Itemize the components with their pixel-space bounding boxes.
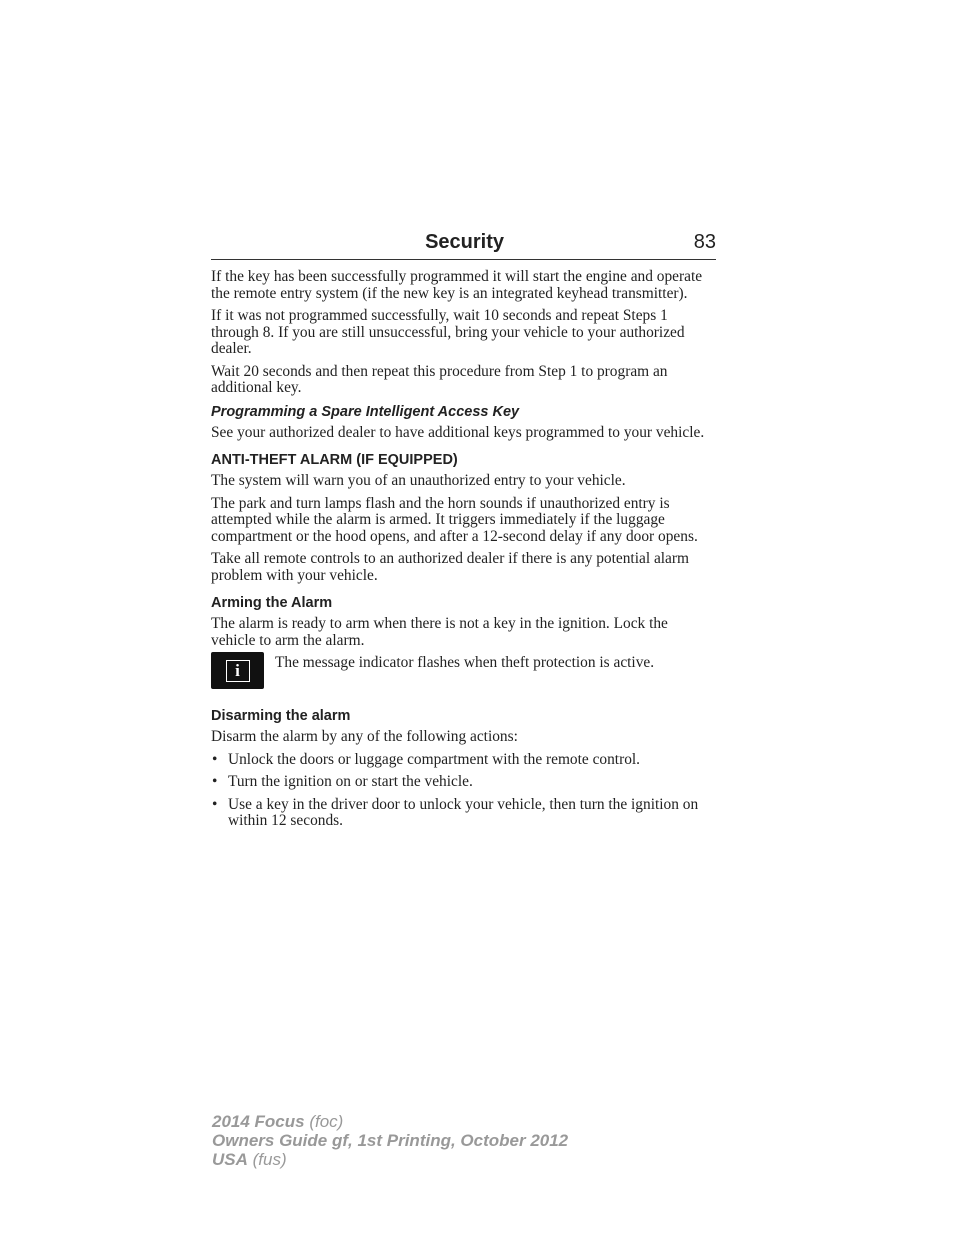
page-number: 83	[693, 231, 716, 253]
paragraph-disarming: Disarm the alarm by any of the following actions:	[211, 728, 518, 745]
heading-anti-theft-alarm: ANTI-THEFT ALARM (IF EQUIPPED)	[211, 452, 458, 468]
list-item: • Use a key in the driver door to unlock your vehicle, then turn the ignition on within 12 seconds.	[211, 797, 716, 830]
page-footer	[212, 1112, 568, 1169]
paragraph-spare-key: See your authorized dealer to have additional keys programmed to your vehicle.	[211, 423, 705, 441]
footer-region-code: (fus)	[247, 1150, 287, 1169]
info-note	[211, 655, 716, 689]
section-title: Security	[425, 231, 504, 253]
paragraph-alarm-warn: The system will warn you of an unauthorized entry to your vehicle.	[211, 472, 626, 489]
list-item: • Turn the ignition on or start the vehicle.	[211, 774, 716, 791]
info-icon-glyph: i	[226, 660, 250, 682]
paragraph-wait: Wait 20 seconds and then repeat this procedure from Step 1 to program an additional key.	[211, 362, 668, 396]
footer-model: 2014 Focus	[212, 1112, 305, 1131]
footer-guide: Owners Guide gf, 1st Printing, October 2012	[212, 1131, 569, 1150]
paragraph-alarm-dealer: Take all remote controls to an authorized dealer if there is any potential alarm problem with your vehicle.	[211, 550, 689, 584]
footer-line-model	[212, 1112, 568, 1131]
disarm-actions-list	[211, 752, 716, 830]
paragraph-alarm-trigger: The park and turn lamps flash and the horn sounds if unauthorized entry is attempted while the alarm is armed. It triggers immediately if the luggage compartment or the hood opens, and after a 12-second delay if any door opens.	[211, 494, 698, 545]
list-item: • Unlock the doors or luggage compartment with the remote control.	[211, 752, 716, 769]
footer-line-region	[212, 1150, 568, 1169]
info-icon	[211, 652, 264, 689]
subheading-disarming: Disarming the alarm	[211, 708, 351, 724]
info-note-text: The message indicator flashes when theft protection is active.	[275, 654, 655, 671]
paragraph-key-programmed: If the key has been successfully programmed it will start the engine and operate the remote entry system (if the new key is an integrated keyhead transmitter).	[211, 268, 703, 302]
subheading-spare-key: Programming a Spare Intelligent Access Key	[211, 403, 520, 420]
manual-page	[211, 230, 716, 836]
footer-region: USA	[212, 1150, 248, 1169]
paragraph-not-programmed: If it was not programmed successfully, wait 10 seconds and repeat Steps 1 through 8. If you are still unsuccessful, bring your vehicle to your authorized dealer.	[211, 307, 685, 357]
paragraph-arming: The alarm is ready to arm when there is not a key in the ignition. Lock the vehicle to arm the alarm.	[211, 615, 668, 649]
subheading-arming: Arming the Alarm	[211, 595, 333, 611]
page-header	[211, 230, 716, 260]
footer-line-guide	[212, 1131, 568, 1150]
footer-model-code: (foc)	[304, 1112, 344, 1131]
